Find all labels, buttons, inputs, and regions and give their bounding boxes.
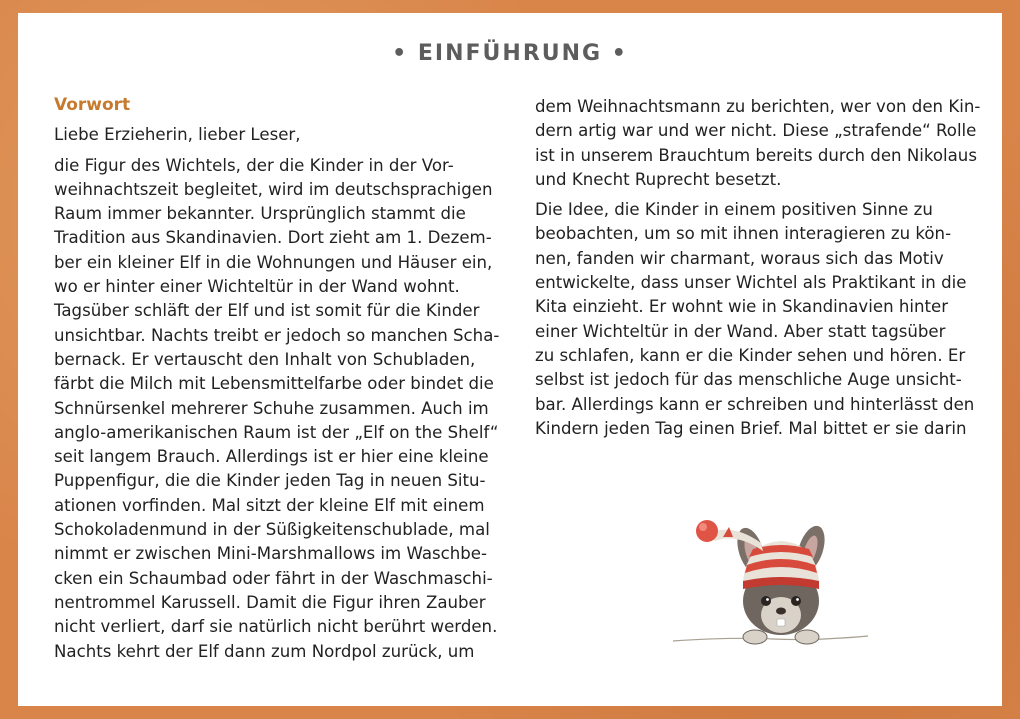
text-line: nicht verliert, darf sie natürlich nicht berührt werden. bbox=[54, 617, 498, 637]
section-heading: Vorwort bbox=[54, 95, 131, 115]
text-line: Kindern jeden Tag einen Brief. Mal bittet er sie darin bbox=[535, 418, 967, 438]
text-line: Tagsüber schläft der Elf und ist somit für die Kinder bbox=[54, 301, 480, 321]
text-line: anglo-amerikanischen Raum ist der „Elf on the Shelf“ bbox=[54, 422, 499, 442]
text-line: Raum immer bekannter. Ursprünglich stammt die bbox=[54, 204, 466, 224]
text-line: ist in unserem Brauchtum bereits durch den Nikolaus bbox=[535, 145, 977, 165]
page-card bbox=[18, 13, 1002, 706]
text-line: seit langem Brauch. Allerdings ist er hier eine kleine bbox=[54, 447, 489, 467]
text-line: Die Idee, die Kinder in einem positiven Sinne zu bbox=[535, 200, 933, 220]
text-line: einer Wichteltür in der Wand. Aber statt tagsüber bbox=[535, 321, 946, 341]
text-line: Schnürsenkel mehrerer Schuhe zusammen. Auch im bbox=[54, 398, 489, 418]
text-line: weihnachtszeit begleitet, wird im deutschsprachigen bbox=[54, 179, 493, 199]
text-line: Nachts kehrt der Elf dann zum Nordpol zurück, um bbox=[54, 641, 475, 661]
text-line: ber ein kleiner Elf in die Wohnungen und Häuser ein, bbox=[54, 252, 493, 272]
text-line: nentrommel Karussell. Damit die Figur ihren Zauber bbox=[54, 592, 486, 612]
text-line: selbst ist jedoch für das menschliche Auge unsicht- bbox=[535, 370, 962, 390]
text-line: dem Weihnachtsmann zu berichten, wer von den Kin- bbox=[535, 97, 981, 116]
text-line: entwickelte, dass unser Wichtel als Praktikant in die bbox=[535, 273, 967, 293]
text-line: die Figur des Wichtels, der die Kinder in der Vor- bbox=[54, 155, 454, 175]
text-line: Schokoladenmund in der Süßigkeitenschublade, mal bbox=[54, 520, 490, 540]
text-line: Puppenfigur, die die Kinder jeden Tag in neuen Situ- bbox=[54, 471, 486, 491]
text-line: zu schlafen, kann er die Kinder sehen und hören. Er bbox=[535, 345, 966, 365]
right-paragraph-1 bbox=[535, 95, 981, 192]
right-column bbox=[535, 95, 981, 441]
left-paragraph bbox=[54, 154, 500, 664]
left-column bbox=[54, 93, 500, 664]
text-line: bernack. Er vertauscht den Inhalt von Schubladen, bbox=[54, 349, 476, 369]
text-line: Tradition aus Skandinavien. Dort zieht am 1. Dezem- bbox=[54, 228, 492, 248]
text-line: bar. Allerdings kann er schreiben und hinterlässt den bbox=[535, 394, 975, 414]
text-line: dern artig war und wer nicht. Diese „strafende“ Rolle bbox=[535, 121, 977, 141]
bunny-with-striped-hat-icon bbox=[663, 503, 873, 653]
text-line: färbt die Milch mit Lebensmittelfarbe oder bindet die bbox=[54, 374, 494, 394]
text-line: ationen vorfinden. Mal sitzt der kleine Elf mit einem bbox=[54, 495, 485, 515]
text-line: wo er hinter einer Wichteltür in der Wand wohnt. bbox=[54, 277, 460, 297]
page-title: • EINFÜHRUNG • bbox=[392, 41, 628, 66]
text-line: nen, fanden wir charmant, woraus sich das Motiv bbox=[535, 248, 944, 268]
text-line: beobachten, um so mit ihnen interagieren zu kön- bbox=[535, 224, 952, 244]
right-paragraph-2 bbox=[535, 198, 975, 441]
text-line: unsichtbar. Nachts treibt er jedoch so manchen Scha- bbox=[54, 325, 500, 345]
text-line: Kita einzieht. Er wohnt wie in Skandinavien hinter bbox=[535, 297, 949, 317]
greeting: Liebe Erzieherin, lieber Leser, bbox=[54, 125, 301, 145]
text-line: und Knecht Ruprecht besetzt. bbox=[535, 169, 782, 189]
text-line: nimmt er zwischen Mini-Marshmallows im Waschbe- bbox=[54, 544, 488, 564]
text-line: cken ein Schaumbad oder fährt in der Waschmaschi- bbox=[54, 568, 493, 588]
